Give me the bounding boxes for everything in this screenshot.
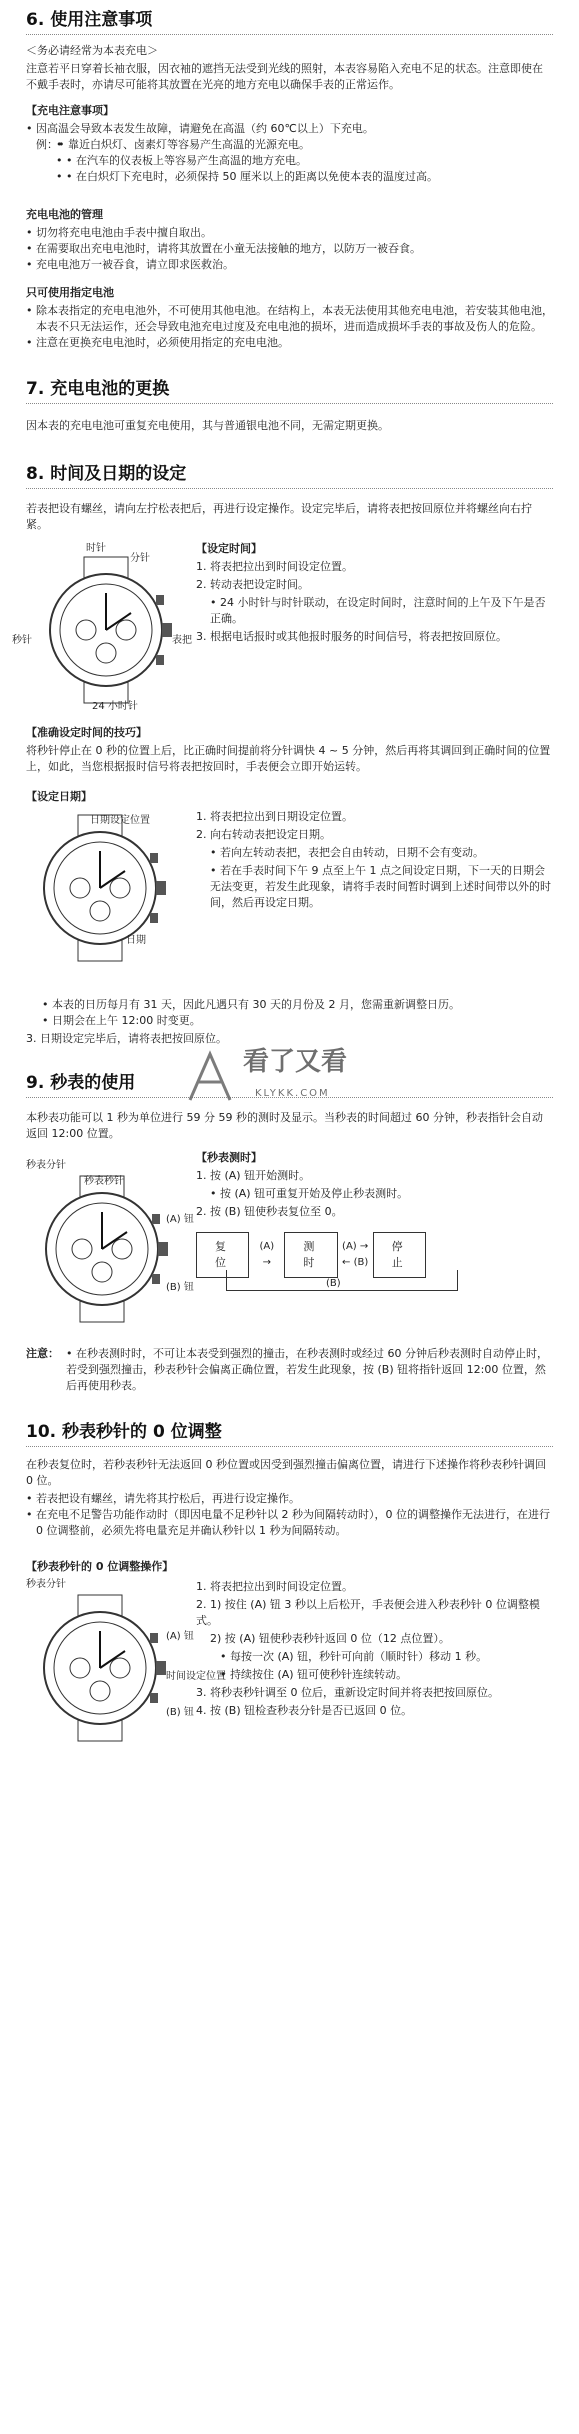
list-item: • 注意在更换充电电池时，必须使用指定的充电电池。 bbox=[26, 335, 553, 351]
24h-hand-label: 24 小时针 bbox=[92, 701, 138, 712]
watch-icon bbox=[32, 1174, 172, 1324]
stopwatch-row bbox=[26, 1150, 553, 1330]
time-step: 3. 根据电话报时或其他报时服务的时间信号，将表把按回原位。 bbox=[196, 630, 507, 643]
date-step-note: • 若向左转动表把，表把会自由转动，日期不会有变动。 bbox=[210, 846, 484, 859]
section-9-title: 9. 秒表的使用 bbox=[26, 1063, 553, 1098]
watch-figure-date bbox=[26, 807, 186, 987]
date-step: 1. 将表把拉出到日期设定位置。 bbox=[196, 810, 353, 823]
list-item: • 除本表指定的充电电池外，不可使用其他电池。在结构上，本表无法使用其他充电电池，若安装其他电池，本表不只无法运作，还会导致电池充电过度及充电电池的损坏，进而造成损坏手表的事故及伤人的危险。 bbox=[26, 303, 553, 335]
zero-step: 2. 1) 按住 (A) 钮 3 秒以上后松开，手表便会进入秒表秒针 0 位调整模式。 bbox=[196, 1598, 540, 1627]
charge-list bbox=[26, 121, 553, 185]
crown-label: 表把 bbox=[172, 635, 192, 646]
button-b-label: (B) 钮 bbox=[166, 1707, 194, 1718]
zero-step: 2) 按 (A) 钮使秒表秒针返回 0 位（12 点位置）。 bbox=[210, 1632, 450, 1645]
second-hand-label: 秒针 bbox=[12, 635, 32, 646]
watermark-url: KLYKK.COM bbox=[255, 1088, 330, 1099]
s8-intro: 若表把设有螺丝，请向左拧松表把后，再进行设定操作。设定完毕后，请将表把按回原位并将螺丝向右拧紧。 bbox=[26, 502, 532, 531]
time-step-note: • 24 小时针与时针联动，在设定时间时，注意时间的上午及下午是否正确。 bbox=[210, 596, 546, 625]
list-item: • 切勿将充电电池由手表中擅自取出。 bbox=[26, 225, 553, 241]
time-step: 2. 转动表把设定时间。 bbox=[196, 578, 309, 591]
list-item: • 在需要取出充电电池时，请将其放置在小童无法接触的地方，以防万一被吞食。 bbox=[26, 241, 553, 257]
time-setting-row bbox=[12, 541, 553, 712]
charge-head: 【充电注意事项】 bbox=[26, 104, 114, 117]
s9-intro: 本秒表功能可以 1 秒为单位进行 59 分 59 秒的测时及显示。当秒表的时间超过 60 分钟，秒表指针会自动返回 12:00 位置。 bbox=[26, 1111, 543, 1140]
list-item: • • 在汽车的仪表板上等容易产生高温的地方充电。 bbox=[26, 153, 553, 169]
list-item: • 例：• 靠近白炽灯、卤素灯等容易产生高温的光源充电。 bbox=[26, 137, 553, 153]
chrono-minute-label: 秒表分针 bbox=[26, 1160, 66, 1171]
date-label: 日期 bbox=[126, 935, 146, 946]
list-item: • 充电电池万一被吞食，请立即求医救治。 bbox=[26, 257, 553, 273]
date-steps bbox=[186, 807, 553, 913]
intro-body: 注意若平日穿着长袖衣服，因衣袖的遮挡无法受到光线的照射，本表容易陷入充电不足的状态。注意即使在不戴手表时，亦请尽可能将其放置在光亮的地方充电以确保手表的正常运作。 bbox=[26, 62, 543, 91]
flow-return-line bbox=[226, 1270, 458, 1291]
section-7-title: 7. 充电电池的更换 bbox=[26, 369, 553, 404]
battery-mgmt-list bbox=[26, 225, 553, 273]
time-steps bbox=[186, 541, 553, 647]
section-6-title: 6. 使用注意事项 bbox=[26, 0, 553, 35]
watch-icon bbox=[30, 813, 170, 963]
zero-step: 3. 将秒表秒针调至 0 位后，重新设定时间并将表把按回原位。 bbox=[196, 1686, 499, 1699]
note-key: 注意： bbox=[26, 1347, 59, 1360]
note-body: • 在秒表测时时，不可让本表受到强烈的撞击，在秒表测时或经过 60 分钟后秒表测时自动停止时，若受到强烈撞击，秒表秒针会偏离正确位置，若发生此现象，按 (B) 钮将指针返回 12:00 位置，然后再使用秒表。 bbox=[66, 1347, 548, 1392]
list-item: • 本表的日历每月有 31 天，因此凡遇只有 30 天的月份及 2 月，您需重新调整日历。 bbox=[42, 997, 553, 1013]
date-step: 2. 向右转动表把设定日期。 bbox=[196, 828, 331, 841]
flow-node-reset: 复位 bbox=[196, 1232, 249, 1278]
stopwatch-note bbox=[26, 1346, 553, 1394]
zero-step: 1. 将表把拉出到时间设定位置。 bbox=[196, 1580, 353, 1593]
s10-list bbox=[26, 1491, 553, 1539]
zero-step: 4. 按 (B) 钮检查秒表分针是否已返回 0 位。 bbox=[196, 1704, 413, 1717]
date-head: 【设定日期】 bbox=[26, 790, 92, 803]
tip-head: 【准确设定时间的技巧】 bbox=[26, 726, 147, 739]
s7-body: 因本表的充电电池可重复充电使用，其与普通银电池不同，无需定期更换。 bbox=[26, 419, 389, 432]
flow-node-timing: 测时 bbox=[284, 1232, 337, 1278]
stopwatch-flow-diagram bbox=[196, 1232, 426, 1302]
button-a-label: (A) 钮 bbox=[166, 1214, 194, 1225]
stopwatch-step: 1. 按 (A) 钮开始测时。 bbox=[196, 1169, 311, 1182]
list-item: • • 在白炽灯下充电时，必须保持 50 厘米以上的距离以免使本表的温度过高。 bbox=[26, 169, 553, 185]
flow-arrow-a-b: (A) → ← (B) bbox=[342, 1241, 369, 1268]
zero-adjust-steps bbox=[186, 1577, 553, 1721]
time-step: 1. 将表把拉出到时间设定位置。 bbox=[196, 560, 353, 573]
zero-adjust-row bbox=[26, 1577, 553, 1747]
watermark-icon bbox=[185, 1050, 235, 1106]
flow-return-label: (B) bbox=[326, 1278, 341, 1289]
flow-node-stop: 停止 bbox=[373, 1232, 426, 1278]
stopwatch-step: 2. 按 (B) 钮使秒表复位至 0。 bbox=[196, 1205, 343, 1218]
watch-figure-stopwatch bbox=[26, 1150, 194, 1330]
watch-figure-zero bbox=[26, 1577, 226, 1747]
time-setting-position-label: 时间设定位置 bbox=[166, 1671, 226, 1682]
section-10-title: 10. 秒表秒针的 0 位调整 bbox=[26, 1412, 553, 1447]
tip-body: 将秒针停止在 0 秒的位置上后，比正确时间提前将分针调快 4 ~ 5 分钟，然后再将其调回到正确时间的位置上，如此，当您根据报时信号将表把按回时，手表便会立即开始运转。 bbox=[26, 744, 551, 773]
watch-icon bbox=[30, 1593, 170, 1743]
date-setting-position-label: 日期设定位置 bbox=[90, 815, 150, 826]
stopwatch-steps bbox=[186, 1150, 553, 1302]
section-8-title: 8. 时间及日期的设定 bbox=[26, 454, 553, 489]
list-item: • 若表把设有螺丝，请先将其拧松后，再进行设定操作。 bbox=[26, 1491, 553, 1507]
list-item: • 日期会在上午 12:00 时变更。 bbox=[42, 1013, 553, 1029]
intro-head: ＜务必请经常为本表充电＞ bbox=[26, 44, 158, 57]
button-a-label: (A) 钮 bbox=[166, 1631, 194, 1642]
stopwatch-head: 【秒表测时】 bbox=[196, 1151, 262, 1164]
date-step-note: • 若在手表时间下午 9 点至上午 1 点之间设定日期，下一天的日期会无法变更，若发生此现象，请将手表时间暂时调到上述时间带以外的时间，然后再设定日期。 bbox=[210, 864, 551, 909]
battery-mgmt-head: 充电电池的管理 bbox=[26, 208, 103, 221]
only-head: 只可使用指定电池 bbox=[26, 286, 114, 299]
flow-arrow-a: (A) → bbox=[259, 1241, 275, 1268]
watermark-text: 看了又看 bbox=[243, 1047, 348, 1077]
only-list bbox=[26, 303, 553, 351]
chrono-second-label: 秒表秒针 bbox=[84, 1176, 124, 1187]
zero-step-note: • 每按一次 (A) 钮，秒针可向前（顺时针）移动 1 秒。 bbox=[220, 1650, 488, 1663]
zero-adjust-head: 【秒表秒针的 0 位调整操作】 bbox=[26, 1560, 174, 1573]
date-notes bbox=[26, 997, 553, 1029]
date-setting-row bbox=[26, 807, 553, 987]
list-item: • 在充电不足警告功能作动时（即因电量不足秒针以 2 秒为间隔转动时），0 位的调整操作无法进行，在进行 0 位调整前，必须先将电量充足并确认秒针以 1 秒为间隔转动。 bbox=[26, 1507, 553, 1539]
list-item: • 因高温会导致本表发生故障，请避免在高温（约 60℃以上）下充电。 bbox=[26, 121, 553, 137]
minute-hand-label: 分针 bbox=[130, 553, 150, 564]
hour-hand-label: 时针 bbox=[86, 543, 106, 554]
date-final: 3. 日期设定完毕后，请将表把按回原位。 bbox=[26, 1032, 227, 1045]
button-b-label: (B) 钮 bbox=[166, 1282, 194, 1293]
chrono-minute-label: 秒表分针 bbox=[26, 1579, 66, 1590]
time-head: 【设定时间】 bbox=[196, 542, 262, 555]
stopwatch-step-note: • 按 (A) 钮可重复开始及停止秒表测时。 bbox=[210, 1187, 409, 1200]
zero-step-note: • 持续按住 (A) 钮可使秒针连续转动。 bbox=[220, 1668, 408, 1681]
watch-icon bbox=[36, 555, 176, 705]
site-watermark-logo bbox=[185, 1047, 355, 1110]
watch-figure-time bbox=[12, 541, 192, 712]
s10-intro: 在秒表复位时，若秒表秒针无法返回 0 秒位置或因受到强烈撞击偏离位置，请进行下述操作将秒表秒针调回 0 位。 bbox=[26, 1458, 546, 1487]
